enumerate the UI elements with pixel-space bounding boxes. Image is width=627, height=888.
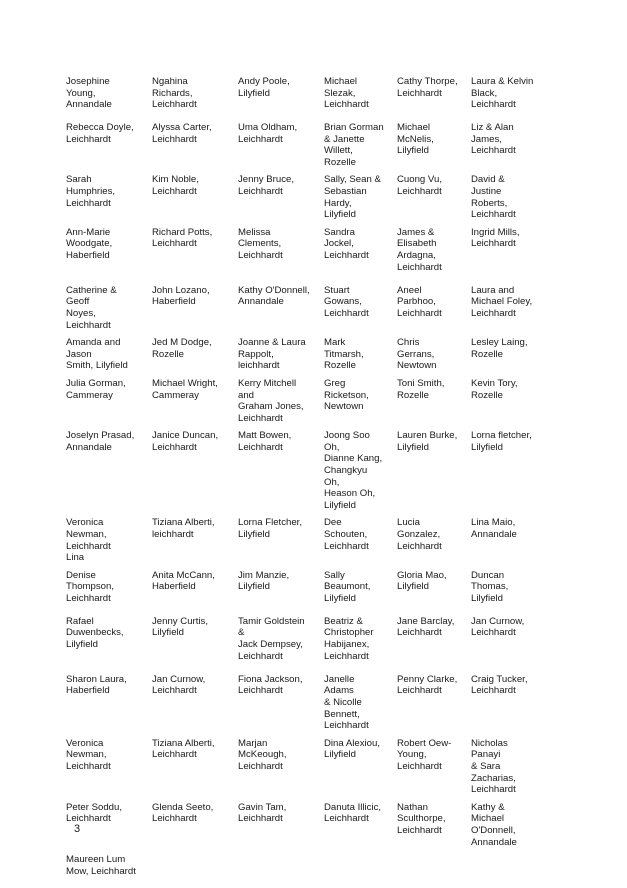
table-row	[60, 796, 540, 848]
name-cell: Catherine & Geoff Noyes, Leichhardt	[66, 284, 117, 331]
name-cell: Chris Gerrans, Newtown	[397, 337, 437, 372]
name-cell: Duncan Thomas, Lilyfield	[471, 569, 509, 604]
name-cell: Jan Curnow, Leichhardt	[152, 673, 206, 697]
name-cell: Fiona Jackson, Leichhardt	[238, 673, 303, 697]
name-cell: Craig Tucker, Leichhardt	[471, 673, 528, 697]
name-cell: Lesley Laing, Rozelle	[471, 337, 528, 360]
name-cell	[465, 848, 540, 888]
name-cell: James & Elisabeth Ardagna, Leichhardt	[397, 226, 442, 273]
name-cell: Sharon Laura, Haberfield	[66, 673, 127, 697]
name-cell: Maureen Lum Mow, Leichhardt	[66, 854, 136, 877]
name-cell: John Lozano, Haberfield	[152, 284, 210, 308]
name-cell: Lorna fletcher, Lilyfield	[471, 430, 532, 453]
table-row	[60, 424, 540, 511]
name-cell: Cuong Vu, Leichhardt	[397, 174, 442, 197]
name-cell: Amanda and Jason Smith, Lilyfield	[66, 337, 128, 372]
name-cell: Tiziana Alberti, Leichhardt	[152, 737, 215, 761]
name-cell: Tamir Goldstein & Jack Dempsey, Leichhardt	[238, 615, 305, 662]
names-table-body	[60, 70, 540, 888]
name-cell: Gloria Mao, Lilyfield	[397, 569, 447, 593]
name-cell: Janelle Adams & Nicolle Bennett, Leichhardt	[324, 673, 369, 732]
table-row	[60, 732, 540, 796]
table-row	[60, 372, 540, 424]
name-cell: Sally Beaumont, Lilyfield	[324, 569, 371, 604]
name-cell: Marjan McKeough, Leichhardt	[238, 737, 287, 772]
name-cell: Dee Schouten, Leichhardt	[324, 517, 369, 552]
name-cell: Kathy & Michael O'Donnell, Annandale	[471, 801, 517, 848]
name-cell: Danuta Illicic, Leichhardt	[324, 801, 382, 825]
name-cell: Richard Potts, Leichhardt	[152, 226, 213, 250]
name-cell: Josephine Young, Annandale	[66, 76, 112, 111]
name-cell: Jane Barclay, Leichhardt	[397, 615, 455, 639]
name-cell: Liz & Alan James, Leichhardt	[471, 122, 516, 157]
name-cell: Michael Wright, Cammeray	[152, 377, 218, 401]
name-cell	[232, 848, 318, 888]
name-cell: Alyssa Carter, Leichhardt	[152, 122, 212, 145]
name-cell: Rebecca Doyle, Leichhardt	[66, 122, 134, 145]
table-row	[60, 610, 540, 668]
name-cell: Laura & Kelvin Black, Leichhardt	[471, 76, 534, 111]
name-cell: Cathy Thorpe, Leichhardt	[397, 76, 458, 99]
name-cell: Kim Noble, Leichhardt	[152, 174, 199, 197]
table-row	[60, 221, 540, 279]
name-cell: Ingrid Mills, Leichhardt	[471, 226, 520, 250]
name-cell: Sarah Humphries, Leichhardt	[66, 174, 116, 209]
name-cell: Anita McCann, Haberfield	[152, 569, 215, 593]
name-cell: David & Justine Roberts, Leichhardt	[471, 174, 516, 221]
name-cell: Aneel Parbhoo, Leichhardt	[397, 284, 442, 319]
name-cell: Lina Maio, Annandale	[471, 517, 517, 541]
name-cell: Ngahina Richards, Leichhardt	[152, 76, 197, 111]
name-cell: Veronica Newman, Leichhardt Lina	[66, 517, 111, 564]
name-cell: Julia Gorman, Cammeray	[66, 377, 126, 401]
name-cell: Michael McNelis, Lilyfield	[397, 122, 434, 157]
name-cell: Brian Gorman & Janette Willett, Rozelle	[324, 122, 384, 168]
name-cell: Joanne & Laura Rappolt, leichhardt	[238, 337, 306, 372]
name-cell: Rafael Duwenbecks, Lilyfield	[66, 615, 124, 650]
page-number: 3	[74, 823, 81, 835]
name-cell: Beatriz & Christopher Habijanex, Leichhardt	[324, 615, 374, 662]
name-cell: Joong Soo Oh, Dianne Kang, Changkyu Oh, Heason Oh, Lilyfield	[324, 430, 383, 511]
name-cell: Ann-Marie Woodgate, Haberfield	[66, 226, 113, 261]
name-cell: Jan Curnow, Leichhardt	[471, 615, 525, 639]
name-cell: Gavin Tam, Leichhardt	[238, 801, 287, 825]
name-cell: Lucia Gonzalez, Leichhardt	[397, 517, 442, 552]
table-row	[60, 511, 540, 563]
table-row	[60, 168, 540, 220]
name-cell: Kerry Mitchell and Graham Jones, Leichhardt	[238, 377, 304, 424]
name-cell: Peter Soddu, Leichhardt	[66, 801, 123, 825]
name-cell: Sandra Jockel, Leichhardt	[324, 226, 369, 261]
name-cell: Jim Manzie, Lilyfield	[238, 569, 290, 593]
table-row	[60, 668, 540, 732]
name-cell: Glenda Seeto, Leichhardt	[152, 801, 214, 825]
name-cell	[391, 848, 465, 888]
name-cell: Kevin Tory, Rozelle	[471, 377, 518, 401]
name-cell: Jenny Bruce, Leichhardt	[238, 174, 294, 197]
table-row	[60, 70, 540, 116]
name-cell: Denise Thompson, Leichhardt	[66, 569, 114, 604]
table-row	[60, 331, 540, 372]
name-cell: Kathy O'Donnell, Annandale	[238, 284, 310, 308]
name-cell	[318, 848, 391, 888]
name-cell: Mark Titmarsh, Rozelle	[324, 337, 364, 372]
name-cell: Toni Smith, Rozelle	[397, 377, 445, 401]
name-cell: Nathan Sculthorpe, Leichhardt	[397, 801, 446, 836]
table-row	[60, 564, 540, 610]
name-cell: Sally, Sean & Sebastian Hardy, Lilyfield	[324, 174, 381, 221]
table-row	[60, 848, 540, 888]
name-cell: Greg Ricketson, Newtown	[324, 377, 369, 413]
name-cell: Uma Oldham, Leichhardt	[238, 122, 298, 145]
name-cell: Stuart Gowans, Leichhardt	[324, 284, 369, 319]
name-cell: Tiziana Alberti, leichhardt	[152, 517, 215, 541]
name-cell	[146, 848, 232, 888]
name-cell: Lorna Fletcher, Lilyfield	[238, 517, 302, 541]
name-cell: Nicholas Panayi & Sara Zacharias, Leichhardt	[471, 737, 516, 796]
name-cell: Dina Alexiou, Lilyfield	[324, 737, 380, 761]
name-cell: Melissa Clements, Leichhardt	[238, 226, 283, 261]
name-cell: Penny Clarke, Leichhardt	[397, 673, 458, 697]
name-cell: Joselyn Prasad, Annandale	[66, 430, 135, 453]
name-cell: Lauren Burke, Lilyfield	[397, 430, 458, 453]
table-row	[60, 279, 540, 331]
name-cell: Jed M Dodge, Rozelle	[152, 337, 212, 360]
name-cell: Jenny Curtis, Lilyfield	[152, 615, 208, 639]
name-cell: Andy Poole, Lilyfield	[238, 76, 290, 99]
name-cell: Janice Duncan, Leichhardt	[152, 430, 219, 453]
name-cell: Laura and Michael Foley, Leichhardt	[471, 284, 533, 319]
table-row	[60, 116, 540, 168]
name-cell: Veronica Newman, Leichhardt	[66, 737, 111, 772]
name-cell: Robert Oew- Young, Leichhardt	[397, 737, 452, 772]
name-cell: Michael Slezak, Leichhardt	[324, 76, 369, 111]
names-table	[60, 70, 540, 888]
name-cell: Matt Bowen, Leichhardt	[238, 430, 292, 453]
